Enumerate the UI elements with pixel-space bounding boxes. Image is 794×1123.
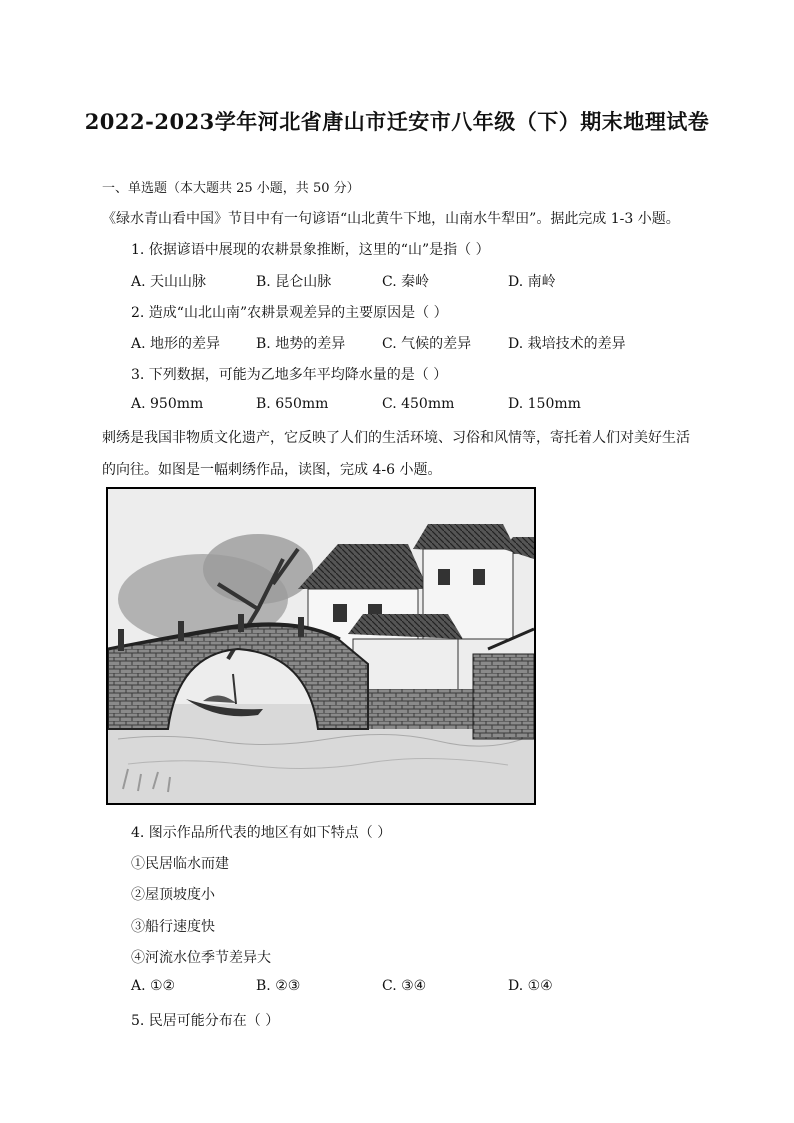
page-title: 2022-2023学年河北省唐山市迁安市八年级（下）期末地理试卷: [84, 109, 710, 134]
question-1-stem: 1. 依据谚语中展现的农耕景象推断，这里的“山”是指（ ）: [131, 242, 490, 258]
statement-4: ④河流水位季节差异大: [131, 950, 271, 966]
option-a[interactable]: A. 天山山脉: [131, 274, 207, 290]
option-d[interactable]: D. ①④: [508, 978, 553, 994]
question-5-stem: 5. 民居可能分布在（ ）: [131, 1013, 280, 1029]
statement-1: ①民居临水而建: [131, 856, 229, 872]
option-a[interactable]: A. ①②: [131, 978, 176, 994]
question-3-stem: 3. 下列数据，可能为乙地多年平均降水量的是（ ）: [131, 367, 448, 383]
option-c[interactable]: C. ③④: [382, 978, 427, 994]
option-a[interactable]: A. 地形的差异: [131, 336, 221, 352]
water-town-illustration: [108, 489, 534, 803]
option-c[interactable]: C. 气候的差异: [382, 336, 472, 352]
question-4-stem: 4. 图示作品所代表的地区有如下特点（ ）: [131, 825, 392, 841]
statement-2: ②屋顶坡度小: [131, 887, 215, 903]
passage-intro-2-line-2: 的向往。如图是一幅刺绣作品，读图，完成 4-6 小题。: [102, 462, 442, 478]
question-2-stem: 2. 造成“山北山南”农耕景观差异的主要原因是（ ）: [131, 305, 448, 321]
passage-intro-2-line-1: 刺绣是我国非物质文化遗产，它反映了人们的生活环境、习俗和风情等，寄托着人们对美好生活: [102, 430, 690, 446]
statement-3: ③船行速度快: [131, 919, 215, 935]
option-d[interactable]: D. 南岭: [508, 274, 556, 290]
option-b[interactable]: B. 昆仑山脉: [256, 274, 332, 290]
option-d[interactable]: D. 150mm: [508, 396, 581, 412]
option-a[interactable]: A. 950mm: [131, 396, 204, 412]
option-d[interactable]: D. 栽培技术的差异: [508, 336, 626, 352]
passage-intro-1: 《绿水青山看中国》节目中有一句谚语“山北黄牛下地，山南水牛犁田”。据此完成 1-3 小题。: [102, 211, 680, 227]
option-b[interactable]: B. ②③: [256, 978, 301, 994]
option-b[interactable]: B. 地势的差异: [256, 336, 346, 352]
section-heading: 一、单选题（本大题共 25 小题，共 50 分）: [102, 181, 360, 196]
option-c[interactable]: C. 450mm: [382, 396, 455, 412]
option-c[interactable]: C. 秦岭: [382, 274, 430, 290]
embroidery-figure: [106, 487, 536, 805]
option-b[interactable]: B. 650mm: [256, 396, 329, 412]
